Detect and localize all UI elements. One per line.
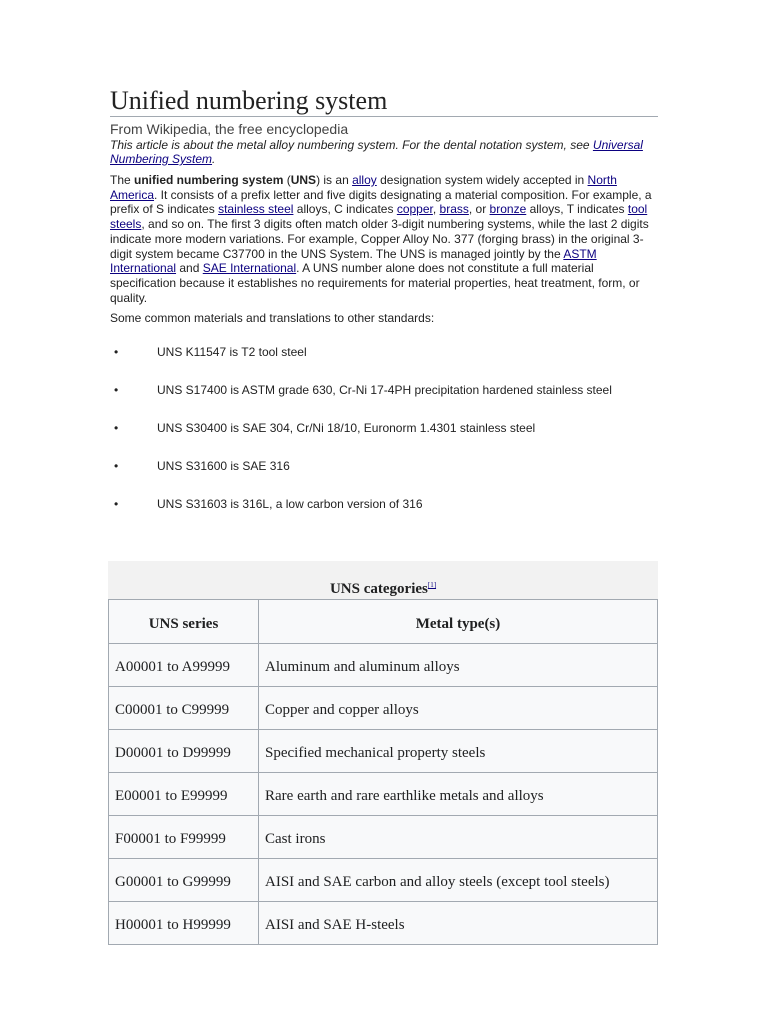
intro-paragraph [110,173,658,305]
bullet-icon: • [114,345,119,360]
intro-text: , [432,202,440,217]
uns-series-cell: C00001 to C99999 [109,687,259,730]
metal-type-cell: AISI and SAE carbon and alloy steels (except tool steels) [259,859,658,902]
astm-international-link[interactable]: ASTM International [110,246,597,276]
copper-link[interactable]: copper [396,202,433,217]
uns-categories-table [108,561,658,945]
list-item-text: UNS S30400 is SAE 304, Cr/Ni 18/10, Euronorm 1.4301 stainless steel [157,421,536,436]
sae-international-link[interactable]: SAE International [202,261,297,276]
metal-type-cell: Aluminum and aluminum alloys [259,644,658,687]
intro-text: alloys, T indicates [526,202,628,217]
uns-series-cell: E00001 to E99999 [109,773,259,816]
table-caption [108,561,658,599]
bullet-icon: • [114,421,119,436]
bold-term: unified numbering system [134,173,284,187]
list-item [110,455,658,478]
intro-text: , or [468,202,490,217]
table-header-row [109,600,658,644]
uns-series-cell: F00001 to F99999 [109,816,259,859]
brass-link[interactable]: brass [439,202,469,217]
stainless-steel-link[interactable]: stainless steel [218,202,294,217]
bullet-icon: • [114,497,119,512]
universal-numbering-system-link[interactable]: Universal Numbering System [110,138,643,166]
table-row [109,687,658,730]
bullet-icon: • [114,459,119,474]
intro-text: ( [283,173,291,187]
citation-link[interactable]: [1] [427,581,437,589]
intro-text: . A UNS number alone does not constitute a full material specification because it establishes no requirements for material properties, heat treatment, form, or quality. [110,261,640,305]
uns-series-cell: D00001 to D99999 [109,730,259,773]
bronze-link[interactable]: bronze [489,202,527,217]
table-caption-text: UNS categories [329,581,428,597]
intro-text: ) is an [316,173,353,187]
page-title: Unified numbering system [110,86,658,117]
intro-text: and [176,261,203,276]
metal-type-cell: Copper and copper alloys [259,687,658,730]
north-america-link[interactable]: North America [110,173,617,202]
list-item [110,341,658,364]
list-item-text: UNS S31600 is SAE 316 [157,459,290,474]
intro-text: . It consists of a prefix letter and five digits designating a material composition. For example, a prefix of S indicates [110,187,652,217]
uns-series-cell: H00001 to H99999 [109,902,259,945]
metal-type-cell: Specified mechanical property steels [259,730,658,773]
bold-abbreviation: UNS [290,173,317,187]
table-row [109,816,658,859]
table-row [109,730,658,773]
intro-text: The [110,173,135,187]
list-item [110,493,658,516]
list-item-text: UNS S31603 is 316L, a low carbon version of 316 [157,497,423,512]
hatnote [110,138,658,166]
intro-text: designation system widely accepted in [376,173,588,187]
metal-type-cell: Cast irons [259,816,658,859]
article [110,86,658,516]
column-header-uns-series: UNS series [109,600,259,644]
tool-steels-link[interactable]: tool steels [110,202,648,232]
examples-list [110,341,658,516]
alloy-link[interactable]: alloy [352,173,377,187]
intro-text: alloys, C indicates [293,202,397,217]
list-item-text: UNS K11547 is T2 tool steel [157,345,307,360]
list-item [110,379,658,402]
column-header-metal-types: Metal type(s) [259,600,658,644]
table-row [109,644,658,687]
uns-series-cell: A00001 to A99999 [109,644,259,687]
table-row [109,859,658,902]
list-item-text: UNS S17400 is ASTM grade 630, Cr-Ni 17-4PH precipitation hardened stainless steel [157,383,612,398]
metal-type-cell: Rare earth and rare earthlike metals and alloys [259,773,658,816]
bullet-icon: • [114,383,119,398]
hatnote-text: This article is about the metal alloy numbering system. For the dental notation system, see [110,138,593,152]
metal-type-cell: AISI and SAE H-steels [259,902,658,945]
intro-text: , and so on. The first 3 digits often match older 3-digit numbering systems, while the last 2 digits indicate more modern variations. For example, Copper Alloy No. 377 (forging brass) in the original 3-digit system became C37700 in the UNS System. The UNS is managed jointly by the [110,217,649,261]
uns-series-cell: G00001 to G99999 [109,859,259,902]
tagline: From Wikipedia, the free encyclopedia [110,121,349,137]
examples-lead: Some common materials and translations to other standards: [110,311,435,326]
list-item [110,417,658,440]
hatnote-suffix: . [212,152,216,166]
table-row [109,902,658,945]
table-row [109,773,658,816]
